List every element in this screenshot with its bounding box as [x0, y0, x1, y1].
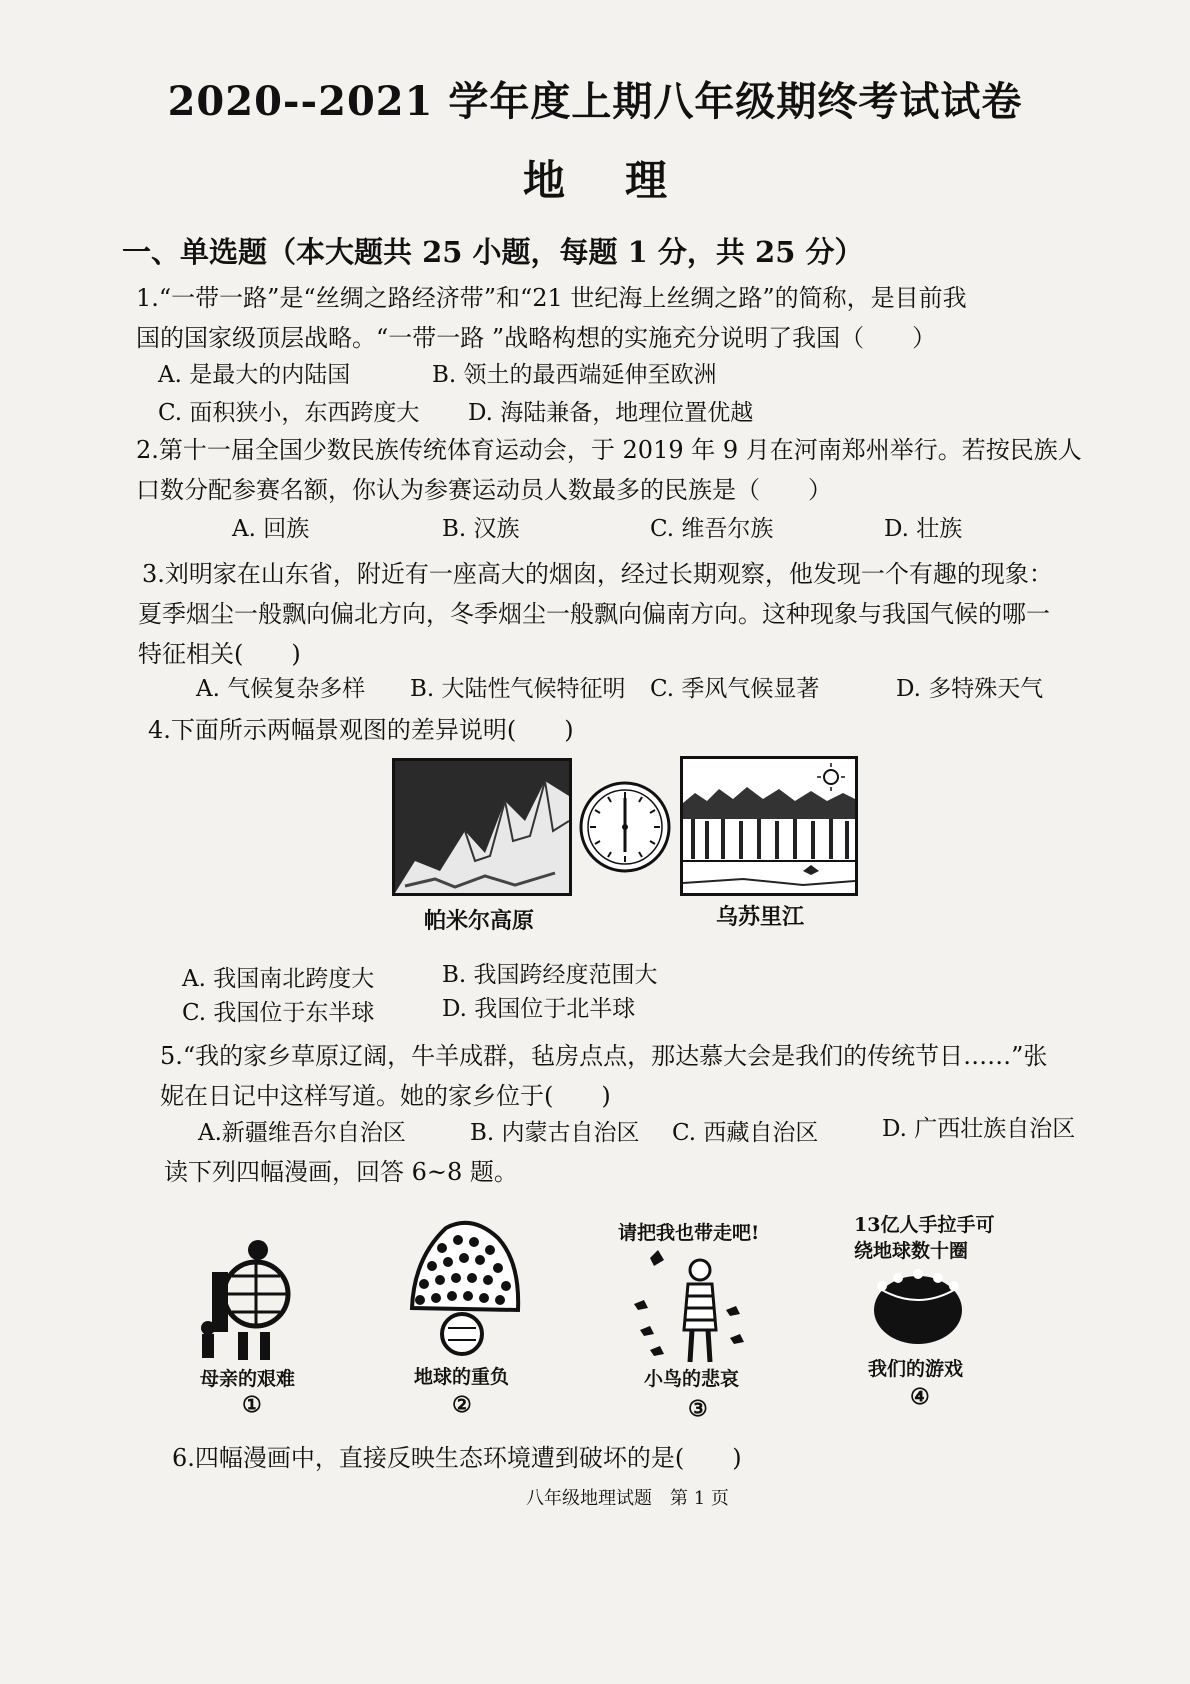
q1-option-d: D. 海陆兼备，地理位置优越	[468, 400, 754, 426]
caption-ussuri: 乌苏里江	[716, 904, 805, 930]
exam-title: 2020--2021 学年度上期八年级期终考试试卷	[167, 78, 1023, 125]
q2-option-b: B. 汉族	[442, 516, 520, 542]
page-footer: 八年级地理试题 第 1 页	[526, 1488, 729, 1509]
q4-option-c: C. 我国位于东半球	[182, 1000, 375, 1026]
cartoon-3-number: ③	[688, 1396, 708, 1422]
q1-line2: 国的国家级顶层战略。“一带一路 ”战略构想的实施充分说明了我国（ ）	[136, 324, 937, 352]
q2-option-c: C. 维吾尔族	[650, 516, 774, 542]
q2-option-a: A. 回族	[232, 516, 310, 542]
q5-option-b: B. 内蒙古自治区	[470, 1120, 640, 1146]
cartoon-earth-burden	[402, 1218, 522, 1360]
q2-option-d: D. 壮族	[884, 516, 963, 542]
cartoon-2-number: ②	[452, 1392, 472, 1418]
cartoon-bird-sorrow	[630, 1250, 750, 1370]
clock-icon	[578, 780, 672, 874]
q2-line2: 口数分配参赛名额，你认为参赛运动员人数最多的民族是（ ）	[136, 476, 832, 504]
q2-line1: 2.第十一届全国少数民族传统体育运动会，于 2019 年 9 月在河南郑州举行。若按民族人	[136, 436, 1082, 464]
cartoon-4-number: ④	[910, 1384, 930, 1410]
q1-line1: 1.“一带一路”是“丝绸之路经济带”和“21 世纪海上丝绸之路”的简称，是目前我	[136, 284, 967, 312]
cartoon-1-number: ①	[242, 1392, 262, 1418]
cartoon-3-caption: 小鸟的悲哀	[644, 1368, 740, 1390]
q5-option-a: A.新疆维吾尔自治区	[198, 1120, 406, 1146]
q5-option-d: D. 广西壮族自治区	[882, 1116, 1076, 1142]
pamir-plateau-picture	[392, 758, 572, 896]
ussuri-river-sketch	[683, 759, 855, 893]
subject-title: 地理	[522, 156, 727, 205]
q5-intro: 读下列四幅漫画，回答 6~8 题。	[164, 1158, 518, 1186]
cartoon-our-game	[868, 1266, 968, 1346]
q4-option-a: A. 我国南北跨度大	[182, 966, 375, 992]
ussuri-river-picture	[680, 756, 858, 896]
q3-line2: 夏季烟尘一般飘向偏北方向，冬季烟尘一般飘向偏南方向。这种现象与我国气候的哪一	[138, 600, 1050, 628]
q4-line1: 4.下面所示两幅景观图的差异说明( )	[148, 716, 574, 744]
q1-option-a: A. 是最大的内陆国	[158, 362, 351, 388]
q3-option-d: D. 多特殊天气	[896, 676, 1044, 702]
q5-line2: 妮在日记中这样写道。她的家乡位于( )	[160, 1082, 611, 1110]
cartoon-mother-globe	[194, 1236, 304, 1362]
q5-line1: 5.“我的家乡草原辽阔，牛羊成群，毡房点点，那达慕大会是我们的传统节日……”张	[160, 1042, 1048, 1070]
cartoon-1-caption: 母亲的艰难	[200, 1368, 296, 1390]
cartoon-2-caption: 地球的重负	[414, 1366, 510, 1388]
caption-pamir: 帕米尔高原	[424, 908, 535, 934]
cartoon-3-speech: 请把我也带走吧!	[618, 1222, 760, 1244]
q3-option-a: A. 气候复杂多样	[196, 676, 366, 702]
q3-line3: 特征相关( )	[138, 640, 301, 668]
q4-option-d: D. 我国位于北半球	[442, 996, 636, 1022]
q1-option-c: C. 面积狭小，东西跨度大	[158, 400, 420, 426]
q3-line1: 3.刘明家在山东省，附近有一座高大的烟囱，经过长期观察，他发现一个有趣的现象：	[142, 560, 1053, 588]
cartoon-4-text-line2: 绕地球数十圈	[854, 1240, 969, 1262]
section-heading: 一、单选题（本大题共 25 小题，每题 1 分，共 25 分）	[122, 235, 864, 269]
q3-option-c: C. 季风气候显著	[650, 676, 820, 702]
q6-line1: 6.四幅漫画中，直接反映生态环境遭到破坏的是( )	[172, 1444, 742, 1472]
q4-option-b: B. 我国跨经度范围大	[442, 962, 658, 988]
cartoon-4-text-line1: 13亿人手拉手可	[854, 1214, 995, 1236]
q3-option-b: B. 大陆性气候特征明	[410, 676, 626, 702]
q5-option-c: C. 西藏自治区	[672, 1120, 819, 1146]
pamir-mountain-sketch	[395, 761, 569, 893]
cartoon-4-caption: 我们的游戏	[868, 1358, 964, 1380]
q1-option-b: B. 领土的最西端延伸至欧洲	[432, 362, 717, 388]
